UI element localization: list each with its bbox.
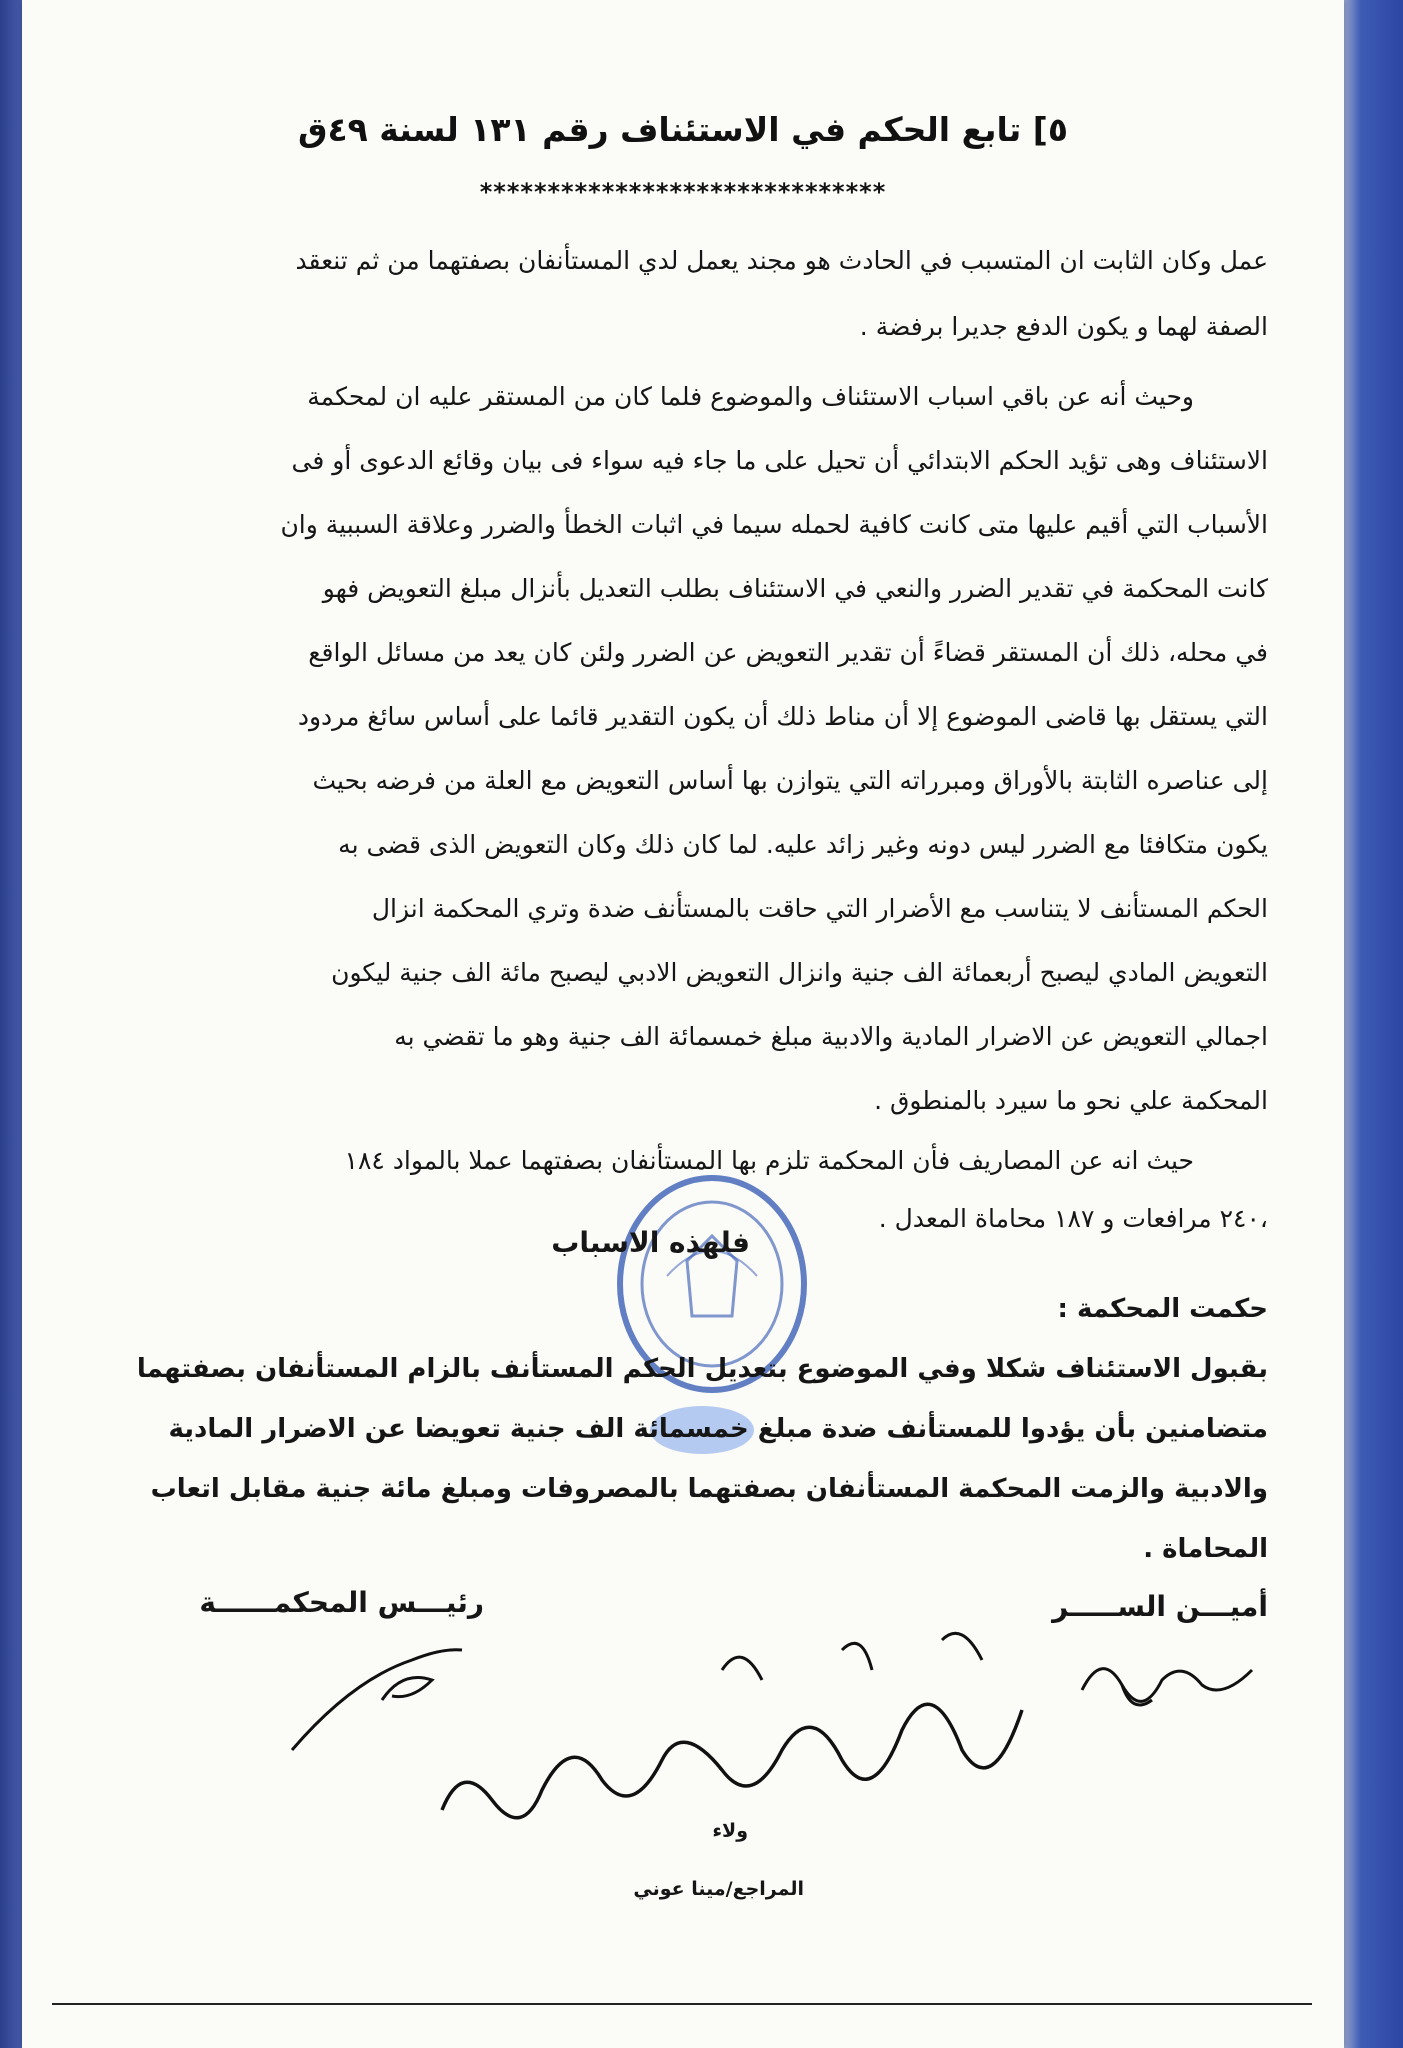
body-line: المحكمة علي نحو ما سيرد بالمنطوق . xyxy=(874,1086,1268,1115)
body-line: عمل وكان الثابت ان المتسبب في الحادث هو مجند يعمل لدي المستأنفان بصفتهما من ثم تنعقد xyxy=(295,246,1268,275)
body-line: إلى عناصره الثابتة بالأوراق ومبرراته التي يتوازن بها أساس التعويض مع العلة من فرضه بحيث xyxy=(312,766,1268,795)
body-line: الصفة لهما و يكون الدفع جديرا برفضة . xyxy=(859,312,1268,341)
secretary-signature xyxy=(1062,1630,1262,1720)
body-line: الأسباب التي أقيم عليها متى كانت كافية لحمله سيما في اثبات الخطأ والضرر وعلاقة السببية وان xyxy=(280,510,1268,539)
verdict-line: متضامنين بأن يؤدوا للمستأنف ضدة مبلغ خمسمائة الف جنية تعويضا عن الاضرار المادية xyxy=(168,1414,1268,1444)
title-separator: ****************************** xyxy=(479,178,887,206)
body-line: الاستئناف وهى تؤيد الحكم الابتدائي أن تحيل على ما جاء فيه سواء فى بيان وقائع الدعوى أو فى xyxy=(291,446,1268,475)
verdict-line: المحاماة . xyxy=(1143,1534,1268,1564)
body-line: يكون متكافئا مع الضرر ليس دونه وغير زائد عليه. لما كان ذلك وكان التعويض الذى قضى به xyxy=(338,830,1268,859)
bottom-rule xyxy=(52,2003,1312,2005)
page-title: ٥] تابع الحكم في الاستئناف رقم ١٣١ لسنة ٤٩ق xyxy=(297,110,1069,149)
body-line: اجمالي التعويض عن الاضرار المادية والادبية مبلغ خمسمائة الف جنية وهو ما تقضي به xyxy=(394,1022,1268,1051)
body-line: كانت المحكمة في تقدير الضرر والنعي في الاستئناف بطلب التعديل بأنزال مبلغ التعويض فهو xyxy=(322,574,1268,603)
body-line: التعويض المادي ليصبح أربعمائة الف جنية وانزال التعويض الادبي ليصبح مائة الف جنية ليكون xyxy=(331,958,1268,987)
verdict-line: والادبية والزمت المحكمة المستأنفان بصفتهما بالمصروفات ومبلغ مائة جنية مقابل اتعاب xyxy=(150,1474,1268,1504)
judges-handwritten-signature xyxy=(422,1610,1062,1850)
body-line: حيث انه عن المصاريف فأن المحكمة تلزم بها المستأنفان بصفتهما عملا بالمواد ١٨٤ xyxy=(344,1146,1194,1175)
clerk-name: ولاء xyxy=(712,1820,748,1842)
reviewer-name: المراجع/مينا عوني xyxy=(633,1878,804,1900)
verdict-line: بقبول الاستئناف شكلا وفي الموضوع بتعديل الحكم المستأنف بالزام المستأنفان بصفتهما xyxy=(136,1354,1268,1384)
document-page xyxy=(22,0,1344,2048)
body-line: التي يستقل بها قاضى الموضوع إلا أن مناط ذلك أن يكون التقدير قائما على أساس سائغ مردود xyxy=(297,702,1268,731)
body-line: ،٢٤٠ مرافعات و ١٨٧ محاماة المعدل . xyxy=(878,1204,1268,1233)
body-line: الحكم المستأنف لا يتناسب مع الأضرار التي حاقت بالمستأنف ضدة وتري المحكمة انزال xyxy=(371,894,1268,923)
body-line: وحيث أنه عن باقي اسباب الاستئناف والموضوع فلما كان من المستقر عليه ان لمحكمة xyxy=(307,382,1194,411)
verdict-label: حكمت المحكمة : xyxy=(1057,1294,1268,1324)
secretary-label: أميـــن الســـــر xyxy=(1052,1590,1268,1623)
president-label: رئيـــس المحكمــــــة xyxy=(199,1586,484,1619)
reasons-heading: فلهذه الاسباب xyxy=(551,1226,750,1259)
body-line: في محله، ذلك أن المستقر قضاءً أن تقدير التعويض عن الضرر ولئن كان يعد من مسائل الواقع xyxy=(308,638,1268,667)
